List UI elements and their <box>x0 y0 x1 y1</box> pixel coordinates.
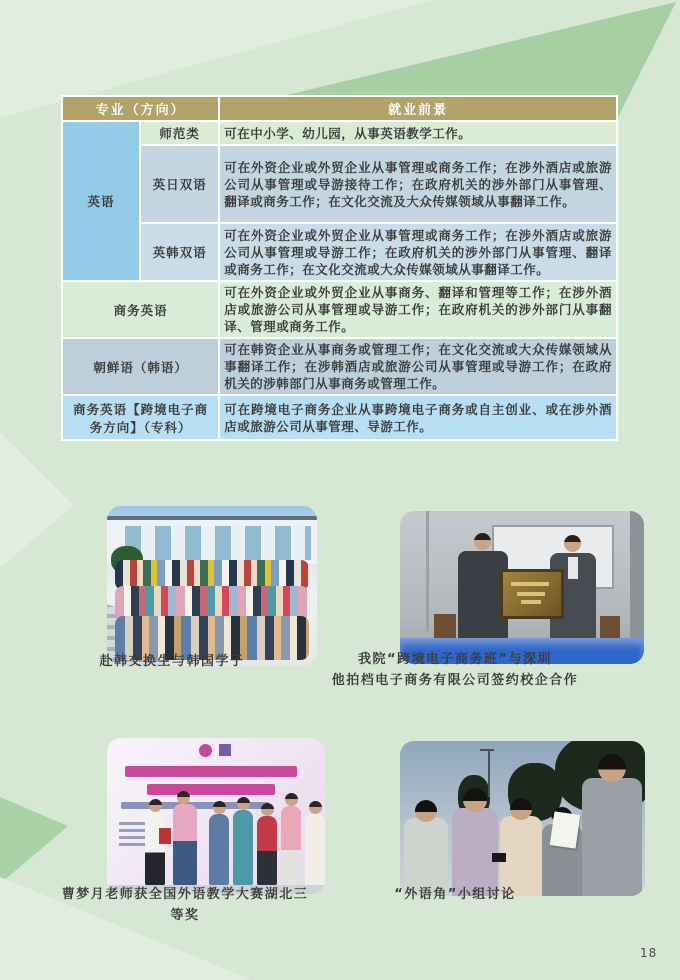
chair <box>600 616 620 638</box>
photo-teaching-contest <box>107 738 325 894</box>
banner-logo <box>219 744 231 756</box>
person <box>305 814 325 886</box>
person <box>145 812 165 886</box>
prospect-english-korean: 可在外资企业或外贸企业从事管理或商务工作；在涉外酒店或旅游公司从事管理或导游工作；在政府机关的涉外部门从事管理、翻译或商务工作；在文化交流或大众传媒领域从事翻译工作。 <box>220 224 616 280</box>
photo-plaque-ceremony <box>400 511 644 664</box>
caption-line: 我院“跨境电子商务班”与深圳 <box>357 652 553 667</box>
chair <box>434 614 456 638</box>
street-lamp <box>488 749 490 797</box>
crowd-row <box>115 586 309 620</box>
photo-caption-plaque <box>330 649 580 691</box>
table-header-row <box>63 97 616 120</box>
direction-normal: 师范类 <box>141 122 218 144</box>
direction-english-japanese: 英日双语 <box>141 146 218 222</box>
banner-logo <box>199 744 212 757</box>
banner-title-line <box>125 766 297 777</box>
papers <box>550 811 580 848</box>
decor-left-light-triangle <box>0 433 74 568</box>
photo-english-corner <box>400 741 645 896</box>
table-row <box>63 146 616 222</box>
table-row <box>63 282 616 337</box>
phone <box>492 853 506 862</box>
header-prospects: 就业前景 <box>220 97 616 120</box>
major-cross-border-ecommerce: 商务英语【跨境电子商务方向】（专科） <box>63 396 218 439</box>
bronze-plaque <box>500 569 564 619</box>
wall-pipe <box>426 511 429 631</box>
major-business-english: 商务英语 <box>63 282 218 337</box>
photo-caption-korea-exchange: 赴韩交换生与韩国学子 <box>99 654 245 669</box>
person <box>209 814 229 886</box>
photo-caption-contest: 曹梦月老师获全国外语教学大赛湖北三等奖 <box>61 887 309 923</box>
header-specialty: 专业（方向） <box>63 97 218 120</box>
direction-english-korean: 英韩双语 <box>141 224 218 280</box>
person <box>233 810 253 886</box>
table-row <box>63 396 616 439</box>
door-edge <box>630 511 644 641</box>
man-right-shirt <box>568 557 578 579</box>
person <box>281 806 301 886</box>
table-row <box>63 339 616 394</box>
major-english: 英语 <box>63 122 139 280</box>
photo-korea-exchange-group <box>107 506 317 666</box>
table-row <box>63 122 616 144</box>
building-windows <box>125 526 311 560</box>
page-number: 18 <box>640 946 658 960</box>
street-lamp-arm <box>480 749 494 751</box>
man-left-head <box>474 533 491 550</box>
majors-prospects-table <box>61 95 618 441</box>
prospect-normal: 可在中小学、幼儿园，从事英语教学工作。 <box>220 122 616 144</box>
foreign-student <box>582 778 642 896</box>
person <box>173 804 197 886</box>
banner-title-line <box>147 784 275 795</box>
major-korean: 朝鲜语（韩语） <box>63 339 218 394</box>
table-row <box>63 224 616 280</box>
photo-caption-english-corner: “外语角”小组讨论 <box>394 887 516 902</box>
red-certificate <box>159 828 171 844</box>
person <box>257 816 277 886</box>
prospect-english-japanese: 可在外资企业或外贸企业从事管理或商务工作；在涉外酒店或旅游公司从事管理或导游接待工作；在政府机关的涉外部门从事管理、翻译或商务工作；在文化交流及大众传媒领域从事翻译工作。 <box>220 146 616 222</box>
prospect-korean: 可在韩资企业从事商务或管理工作；在文化交流或大众传媒领域从事翻译工作；在涉韩酒店或旅游公司从事管理或导游工作；在政府机关的涉韩部门从事商务或管理工作。 <box>220 339 616 394</box>
student <box>452 808 498 896</box>
prospect-cross-border-ecommerce: 可在跨境电子商务企业从事跨境电子商务或自主创业、或在涉外酒店或旅游公司从事管理、导游工作。 <box>220 396 616 439</box>
decor-bottom-left-green-triangle <box>0 797 68 884</box>
prospect-business-english: 可在外资企业或外贸企业从事商务、翻译和管理等工作；在涉外酒店或旅游公司从事管理或导游工作；在政府机关的涉外部门从事翻译、管理或商务工作。 <box>220 282 616 337</box>
man-right-head <box>564 535 581 552</box>
caption-line: 他拍档电子商务有限公司签约校企合作 <box>331 673 579 688</box>
